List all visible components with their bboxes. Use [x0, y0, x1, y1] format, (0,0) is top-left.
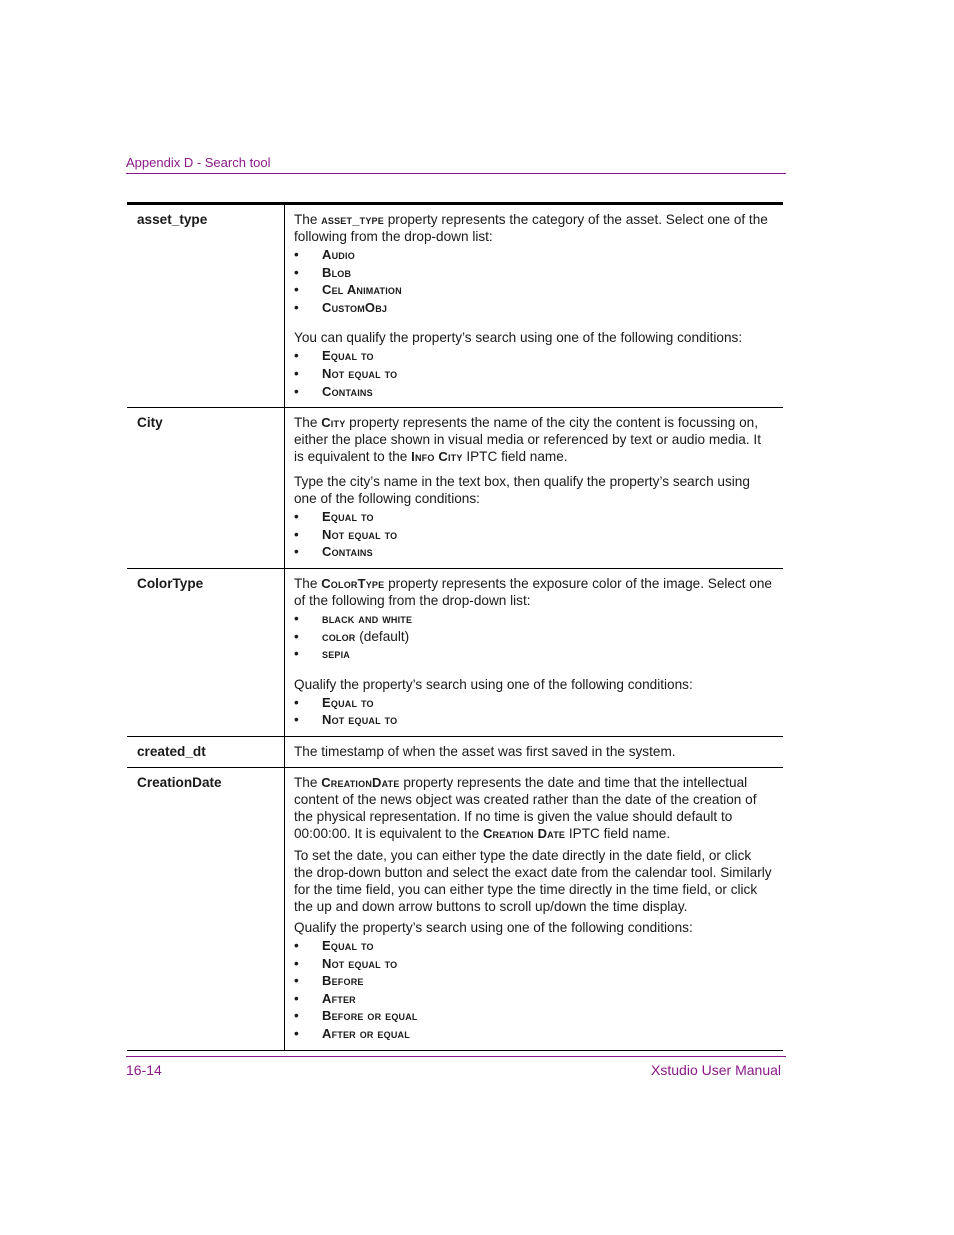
list-item: • Not equal to: [294, 711, 773, 729]
list-item: • Contains: [294, 383, 773, 401]
table-row: [127, 767, 783, 1051]
table-row: [127, 204, 783, 408]
conditions-paragraph: You can qualify the property’s search using one of the following conditions:: [294, 330, 743, 346]
property-table: [127, 202, 783, 1051]
list-item: • Not equal to: [294, 955, 773, 973]
condition-list: [294, 508, 773, 561]
list-item: • sepia: [294, 645, 773, 663]
condition-list: [294, 937, 773, 1043]
list-item: • After: [294, 990, 773, 1008]
conditions-paragraph: Qualify the property’s search using one of the following conditions:: [294, 919, 693, 935]
list-item: • Contains: [294, 543, 773, 561]
instructions-paragraph: To set the date, you can either type the date directly in the date field, or click the drop-down button and select the exact date from the calendar tool. Similarly for the time field, you can either type the time directly in the time field, or click the up and down arrow buttons to scroll up/down the time display.: [294, 847, 772, 914]
table-row: [127, 408, 783, 569]
property-description: [285, 568, 784, 736]
condition-list: [294, 694, 773, 729]
property-description: [285, 767, 784, 1051]
list-item: • Equal to: [294, 347, 773, 365]
header-title: Appendix D - Search tool: [126, 155, 271, 170]
property-name: ColorType: [127, 568, 285, 736]
option-list: [294, 246, 773, 316]
list-item: • Not equal to: [294, 526, 773, 544]
list-item: • Not equal to: [294, 365, 773, 383]
table-row: [127, 736, 783, 767]
list-item: • Audio: [294, 246, 773, 264]
list-item: • CustomObj: [294, 299, 773, 317]
table-row: [127, 568, 783, 736]
option-list: [294, 610, 773, 663]
property-description: [285, 736, 784, 767]
condition-list: [294, 347, 773, 400]
property-name: created_dt: [127, 736, 285, 767]
description-paragraph: The asset_type property represents the category of the asset. Select one of the following from the drop-down list:: [294, 212, 768, 244]
property-name: CreationDate: [127, 767, 285, 1051]
list-item: • Before or equal: [294, 1007, 773, 1025]
list-item: • Cel Animation: [294, 281, 773, 299]
list-item: • Equal to: [294, 508, 773, 526]
list-item: • Blob: [294, 264, 773, 282]
list-item: • After or equal: [294, 1025, 773, 1043]
page-header: [126, 154, 786, 174]
list-item: • Before: [294, 972, 773, 990]
description-paragraph: The ColorType property represents the exposure color of the image. Select one of the following from the drop-down list:: [294, 575, 772, 608]
manual-title: Xstudio User Manual: [651, 1062, 781, 1078]
property-description: [285, 408, 784, 569]
property-description: [285, 204, 784, 408]
page-footer: [126, 1056, 786, 1078]
description-paragraph: The timestamp of when the asset was first saved in the system.: [294, 743, 676, 759]
list-item: • Equal to: [294, 694, 773, 712]
description-paragraph: The City property represents the name of the city the content is focussing on, either the place shown in visual media or referenced by text or audio media. It is equivalent to the Info City IPTC field name.: [294, 415, 761, 465]
list-item: • black and white: [294, 610, 773, 628]
description-paragraph: The CreationDate property represents the date and time that the intellectual content of the news object was created rather than the date of the creation of the physical representation. If no time is given the value should default to 00:00:00. It is equivalent to the Creation Date IPTC field name.: [294, 774, 757, 841]
property-name: City: [127, 408, 285, 569]
property-name: asset_type: [127, 204, 285, 408]
conditions-paragraph: Type the city’s name in the text box, then qualify the property’s search using one of the following conditions:: [294, 474, 750, 507]
conditions-paragraph: Qualify the property’s search using one of the following conditions:: [294, 676, 693, 692]
list-item: • color (default): [294, 628, 773, 646]
page-number: 16-14: [126, 1062, 162, 1078]
list-item: • Equal to: [294, 937, 773, 955]
